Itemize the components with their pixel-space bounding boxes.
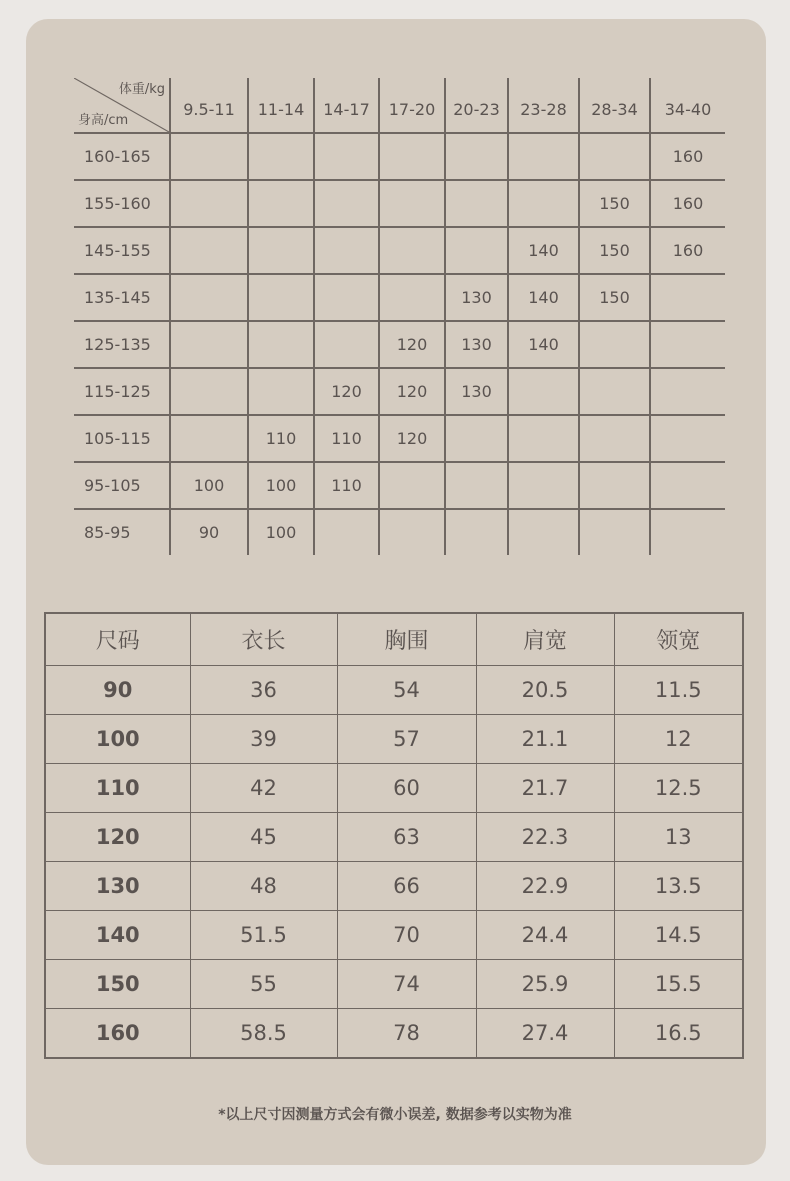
height-range-label: 145-155 — [74, 227, 170, 274]
recommended-size-cell: 120 — [314, 368, 379, 415]
weight-range-header: 11-14 — [248, 78, 314, 133]
height-range-label: 85-95 — [84, 523, 131, 542]
measurement-value-cell: 39 — [190, 715, 337, 764]
height-range-label: 105-115 — [74, 415, 170, 462]
measurement-value-cell: 78 — [337, 1009, 476, 1059]
recommended-size-cell — [508, 509, 579, 555]
recommended-size-cell — [170, 180, 248, 227]
measurement-value-cell: 45 — [190, 813, 337, 862]
measurement-value-cell: 11.5 — [614, 666, 743, 715]
recommended-size-cell — [445, 462, 508, 509]
measurement-value-cell: 74 — [337, 960, 476, 1009]
recommended-size-cell: 110 — [248, 415, 314, 462]
measurement-value-cell: 12.5 — [614, 764, 743, 813]
measurement-column-header: 胸围 — [337, 613, 476, 666]
measurement-value-cell: 15.5 — [614, 960, 743, 1009]
height-range-label: 155-160 — [74, 180, 170, 227]
size-label-cell: 110 — [45, 764, 190, 813]
measurement-row — [45, 715, 743, 764]
measurement-value-cell: 20.5 — [476, 666, 614, 715]
measurement-value-cell: 58.5 — [190, 1009, 337, 1059]
measurement-value-cell: 24.4 — [476, 911, 614, 960]
recommended-size-cell: 160 — [650, 180, 725, 227]
recommended-size-cell — [379, 180, 445, 227]
recommended-size-cell — [445, 415, 508, 462]
measurement-column-header: 尺码 — [45, 613, 190, 666]
measurement-value-cell: 13 — [614, 813, 743, 862]
recommended-size-cell: 100 — [170, 462, 248, 509]
measurement-row — [45, 1009, 743, 1059]
recommended-size-cell — [379, 462, 445, 509]
measurement-value-cell: 25.9 — [476, 960, 614, 1009]
recommended-size-cell: 100 — [248, 462, 314, 509]
recommended-size-cell: 130 — [445, 274, 508, 321]
measurement-value-cell: 55 — [190, 960, 337, 1009]
weight-axis-label: 体重/kg — [118, 82, 165, 97]
height-range-label: 95-105 — [74, 462, 170, 509]
grid-row — [74, 274, 725, 321]
measurement-value-cell: 57 — [337, 715, 476, 764]
grid-row — [74, 133, 725, 180]
grid-row — [74, 368, 725, 415]
recommended-size-cell — [650, 274, 725, 321]
recommended-size-cell — [445, 180, 508, 227]
measurement-value-cell: 21.7 — [476, 764, 614, 813]
size-label-cell: 160 — [45, 1009, 190, 1059]
measurement-value-cell: 48 — [190, 862, 337, 911]
measurement-column-header: 肩宽 — [476, 613, 614, 666]
measurement-value-cell: 21.1 — [476, 715, 614, 764]
size-label-cell: 150 — [45, 960, 190, 1009]
recommended-size-cell — [314, 227, 379, 274]
recommended-size-cell — [170, 133, 248, 180]
recommended-size-cell — [314, 180, 379, 227]
recommended-size-cell — [248, 368, 314, 415]
recommended-size-cell — [579, 415, 650, 462]
recommended-size-cell: 120 — [379, 415, 445, 462]
weight-range-header: 28-34 — [579, 78, 650, 133]
recommended-size-cell — [650, 462, 725, 509]
measurement-value-cell: 42 — [190, 764, 337, 813]
recommended-size-cell — [650, 509, 725, 555]
weight-range-header: 14-17 — [314, 78, 379, 133]
weight-range-header: 17-20 — [379, 78, 445, 133]
measurement-table — [44, 612, 744, 1059]
height-range-label: 135-145 — [74, 274, 170, 321]
recommended-size-cell — [248, 180, 314, 227]
measurement-row — [45, 666, 743, 715]
recommended-size-cell — [248, 133, 314, 180]
recommended-size-cell — [170, 368, 248, 415]
size-label-cell: 120 — [45, 813, 190, 862]
recommended-size-cell: 130 — [445, 321, 508, 368]
measurement-value-cell: 54 — [337, 666, 476, 715]
grid-row — [74, 321, 725, 368]
size-label-cell: 140 — [45, 911, 190, 960]
measurement-value-cell: 36 — [190, 666, 337, 715]
measurement-value-cell: 51.5 — [190, 911, 337, 960]
recommended-size-cell: 90 — [170, 509, 248, 555]
recommended-size-cell — [170, 415, 248, 462]
measurement-value-cell: 60 — [337, 764, 476, 813]
size-label-cell: 90 — [45, 666, 190, 715]
recommended-size-cell: 140 — [508, 227, 579, 274]
recommended-size-cell — [650, 368, 725, 415]
recommended-size-cell — [508, 368, 579, 415]
measurement-row — [45, 862, 743, 911]
recommended-size-cell — [508, 133, 579, 180]
recommended-size-cell — [508, 462, 579, 509]
recommended-size-cell — [650, 415, 725, 462]
recommended-size-cell: 100 — [248, 509, 314, 555]
recommended-size-cell: 150 — [579, 227, 650, 274]
measurement-column-header: 衣长 — [190, 613, 337, 666]
recommended-size-cell — [579, 368, 650, 415]
recommended-size-cell — [579, 462, 650, 509]
measurement-row — [45, 911, 743, 960]
recommended-size-cell — [445, 509, 508, 555]
measurement-row — [45, 764, 743, 813]
recommended-size-cell — [170, 274, 248, 321]
recommended-size-cell — [379, 274, 445, 321]
grid-row — [74, 227, 725, 274]
recommended-size-cell — [379, 509, 445, 555]
weight-range-header: 9.5-11 — [170, 78, 248, 133]
size-recommendation-grid — [74, 78, 725, 555]
measurement-row — [45, 960, 743, 1009]
measurement-value-cell: 22.9 — [476, 862, 614, 911]
measurement-value-cell: 16.5 — [614, 1009, 743, 1059]
size-label-cell: 100 — [45, 715, 190, 764]
measurement-value-cell: 66 — [337, 862, 476, 911]
recommended-size-cell — [379, 133, 445, 180]
recommended-size-cell — [445, 133, 508, 180]
grid-corner-cell — [74, 78, 170, 133]
measurement-value-cell: 70 — [337, 911, 476, 960]
height-range-label: 115-125 — [74, 368, 170, 415]
measurement-row — [45, 813, 743, 862]
weight-range-header: 34-40 — [650, 78, 725, 133]
measurement-header-row — [45, 613, 743, 666]
height-range-label: 125-135 — [74, 321, 170, 368]
grid-row — [74, 509, 725, 555]
recommended-size-cell — [579, 321, 650, 368]
recommended-size-cell — [579, 133, 650, 180]
recommended-size-cell — [445, 227, 508, 274]
recommended-size-cell: 160 — [650, 227, 725, 274]
height-axis-label: 身高/cm — [78, 113, 129, 128]
recommended-size-cell — [248, 227, 314, 274]
recommended-size-cell — [314, 509, 379, 555]
weight-range-header: 20-23 — [445, 78, 508, 133]
recommended-size-cell — [508, 415, 579, 462]
height-range-label: 160-165 — [74, 133, 170, 180]
recommended-size-cell: 120 — [379, 321, 445, 368]
recommended-size-cell: 160 — [650, 133, 725, 180]
measurement-value-cell: 14.5 — [614, 911, 743, 960]
size-label-cell: 130 — [45, 862, 190, 911]
recommended-size-cell — [314, 321, 379, 368]
recommended-size-cell — [314, 274, 379, 321]
weight-range-header: 23-28 — [508, 78, 579, 133]
grid-row — [74, 462, 725, 509]
recommended-size-cell — [248, 321, 314, 368]
recommended-size-cell: 150 — [579, 274, 650, 321]
recommended-size-cell — [579, 509, 650, 555]
recommended-size-cell — [314, 133, 379, 180]
recommended-size-cell — [170, 321, 248, 368]
measurement-value-cell: 27.4 — [476, 1009, 614, 1059]
measurement-column-header: 领宽 — [614, 613, 743, 666]
recommended-size-cell: 140 — [508, 321, 579, 368]
recommended-size-cell — [170, 227, 248, 274]
grid-header-row — [74, 78, 725, 133]
recommended-size-cell: 110 — [314, 415, 379, 462]
recommended-size-cell: 140 — [508, 274, 579, 321]
grid-row — [74, 180, 725, 227]
recommended-size-cell — [379, 227, 445, 274]
measurement-value-cell: 13.5 — [614, 862, 743, 911]
recommended-size-cell — [248, 274, 314, 321]
measurement-value-cell: 63 — [337, 813, 476, 862]
grid-row — [74, 415, 725, 462]
recommended-size-cell — [508, 180, 579, 227]
recommended-size-cell: 150 — [579, 180, 650, 227]
recommended-size-cell: 130 — [445, 368, 508, 415]
recommended-size-cell — [650, 321, 725, 368]
measurement-value-cell: 22.3 — [476, 813, 614, 862]
recommended-size-cell: 110 — [314, 462, 379, 509]
measurement-value-cell: 12 — [614, 715, 743, 764]
measurement-note: *以上尺寸因测量方式会有微小误差, 数据参考以实物为准 — [218, 1107, 572, 1123]
recommended-size-cell: 120 — [379, 368, 445, 415]
